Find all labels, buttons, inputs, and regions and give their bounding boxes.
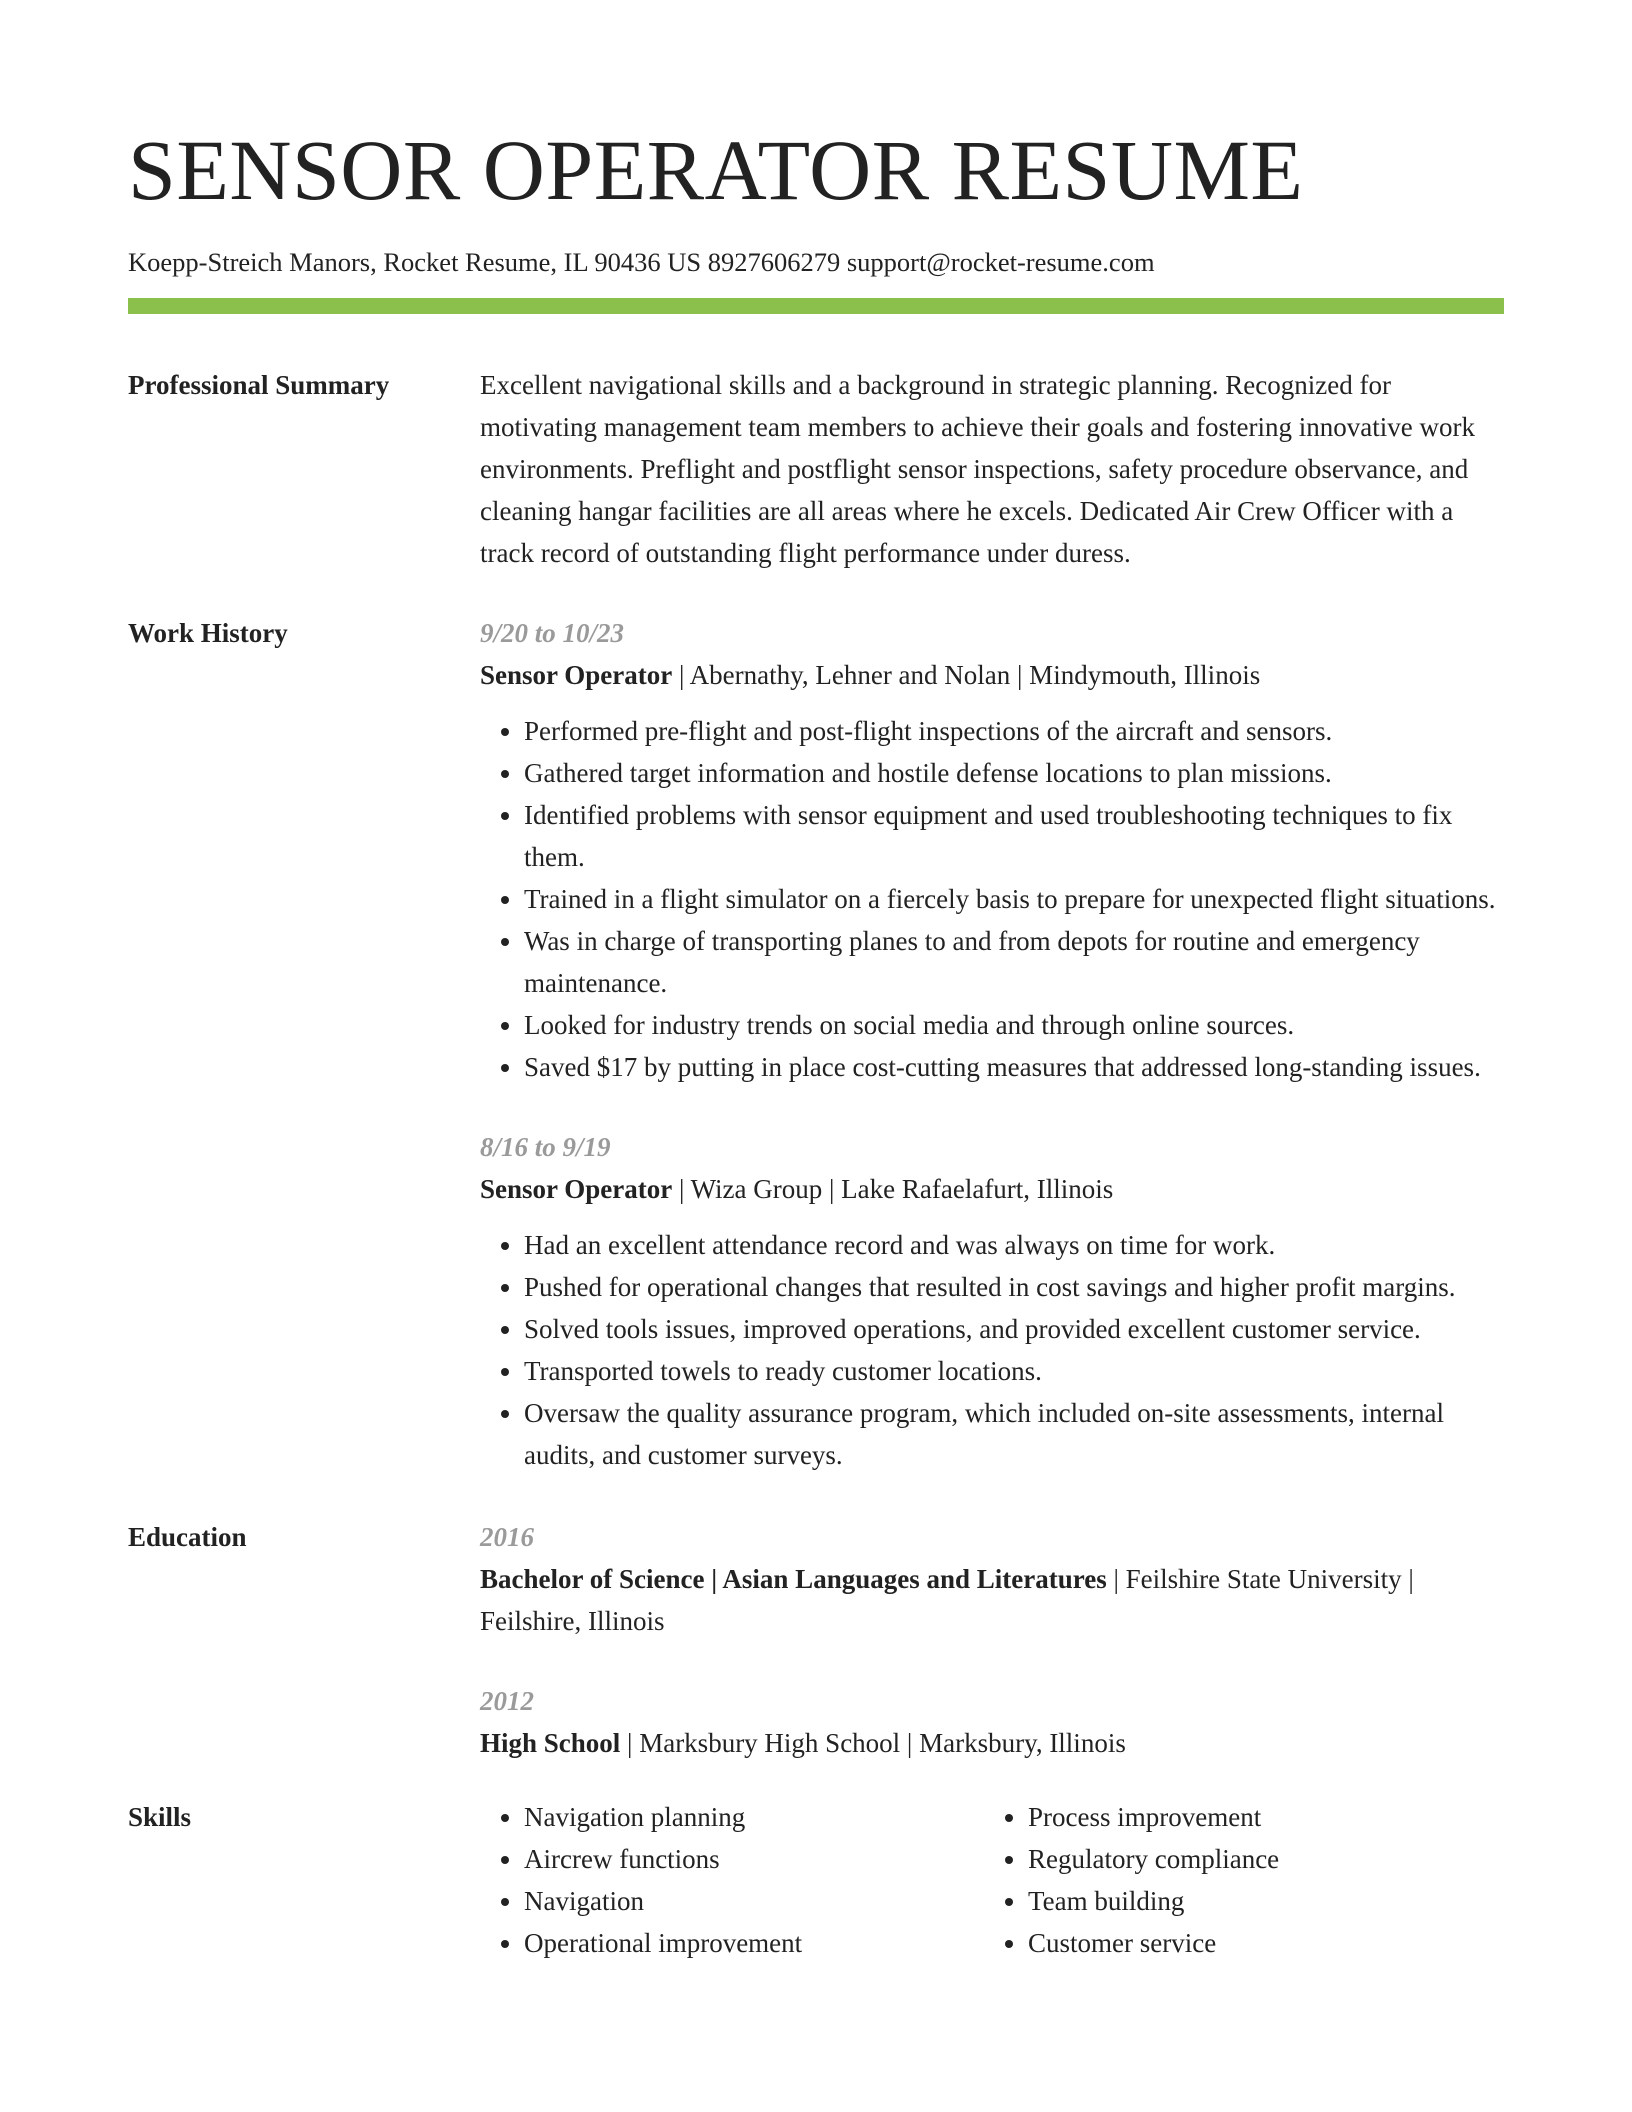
job-bullet: • Transported towels to ready customer locations. — [524, 1350, 1504, 1392]
skills-column-left — [480, 1796, 984, 1964]
education-line — [480, 1722, 1504, 1764]
contact-address: Koepp-Streich Manors, Rocket Resume, IL 90436 US — [128, 247, 702, 277]
job-bullet: • Performed pre-flight and post-flight inspections of the aircraft and sensors. — [524, 710, 1504, 752]
education-line — [480, 1558, 1504, 1642]
education-details: | Feilshire State University | Feilshire, Illinois — [480, 1564, 1414, 1636]
work-history-section — [128, 612, 1504, 1476]
skill-item: • Regulatory compliance — [1028, 1838, 1488, 1880]
education-entry — [480, 1516, 1504, 1642]
job-title: Sensor Operator — [480, 1174, 673, 1204]
education-degree: High School — [480, 1728, 621, 1758]
resume-title: SENSOR OPERATOR RESUME — [128, 122, 1304, 218]
skill-item: • Customer service — [1028, 1922, 1488, 1964]
education-year: 2012 — [480, 1686, 534, 1716]
skills-grid — [480, 1796, 1504, 1964]
job-bullet: • Pushed for operational changes that resulted in cost savings and higher profit margins. — [524, 1266, 1504, 1308]
job-bullet: • Looked for industry trends on social media and through online sources. — [524, 1004, 1504, 1046]
education-year: 2016 — [480, 1522, 534, 1552]
education-entry — [480, 1680, 1504, 1764]
education-section — [128, 1516, 1504, 1764]
education-heading: Education — [128, 1522, 247, 1552]
job-dates: 8/16 to 9/19 — [480, 1132, 611, 1162]
skill-item: • Operational improvement — [524, 1922, 984, 1964]
skills-column-right — [984, 1796, 1488, 1964]
job-entry — [480, 1126, 1504, 1476]
education-body — [480, 1516, 1504, 1764]
skills-section — [128, 1796, 1504, 1964]
job-title: Sensor Operator — [480, 660, 673, 690]
skill-item: • Process improvement — [1028, 1796, 1488, 1838]
work-history-heading: Work History — [128, 618, 288, 648]
job-bullet: • Had an excellent attendance record and was always on time for work. — [524, 1224, 1504, 1266]
skills-heading: Skills — [128, 1802, 192, 1832]
job-role-line — [480, 654, 1504, 696]
job-dates: 9/20 to 10/23 — [480, 618, 625, 648]
header-divider — [128, 298, 1504, 314]
skill-item: • Navigation planning — [524, 1796, 984, 1838]
job-role-line — [480, 1168, 1504, 1210]
job-details: | Wiza Group | Lake Rafaelafurt, Illinois — [672, 1174, 1114, 1204]
skill-item: • Navigation — [524, 1880, 984, 1922]
contact-phone: 8927606279 — [707, 247, 841, 277]
job-bullet: • Gathered target information and hostile defense locations to plan missions. — [524, 752, 1504, 794]
education-details: | Marksbury High School | Marksbury, Illinois — [620, 1728, 1126, 1758]
summary-heading: Professional Summary — [128, 370, 390, 400]
skill-item: • Team building — [1028, 1880, 1488, 1922]
summary-text: Excellent navigational skills and a background in strategic planning. Recognized for motivating management team members to achieve their goals and fostering innovative work environments. Preflight and postflight sensor inspections, safety procedure observance, and cleaning hangar facilities are all areas where he excels. Dedicated Air Crew Officer with a track record of outstanding flight performance under duress. — [480, 370, 1475, 568]
job-bullets — [480, 710, 1504, 1088]
job-bullet: • Solved tools issues, improved operations, and provided excellent customer service. — [524, 1308, 1504, 1350]
education-degree: Bachelor of Science | Asian Languages and Literatures — [480, 1564, 1107, 1594]
work-history-body — [480, 612, 1504, 1476]
job-bullet: • Trained in a flight simulator on a fiercely basis to prepare for unexpected flight situations. — [524, 878, 1504, 920]
contact-email: support@rocket-resume.com — [846, 247, 1155, 277]
summary-section — [128, 364, 1504, 574]
contact-line — [128, 244, 1504, 280]
job-bullet: • Was in charge of transporting planes to and from depots for routine and emergency maintenance. — [524, 920, 1504, 1004]
job-bullets — [480, 1224, 1504, 1476]
job-bullet: • Saved $17 by putting in place cost-cutting measures that addressed long-standing issues. — [524, 1046, 1504, 1088]
job-entry — [480, 612, 1504, 1088]
skill-item: • Aircrew functions — [524, 1838, 984, 1880]
job-bullet: • Oversaw the quality assurance program, which included on-site assessments, internal audits, and customer surveys. — [524, 1392, 1504, 1476]
job-details: | Abernathy, Lehner and Nolan | Mindymouth, Illinois — [672, 660, 1261, 690]
job-bullet: • Identified problems with sensor equipment and used troubleshooting techniques to fix them. — [524, 794, 1504, 878]
